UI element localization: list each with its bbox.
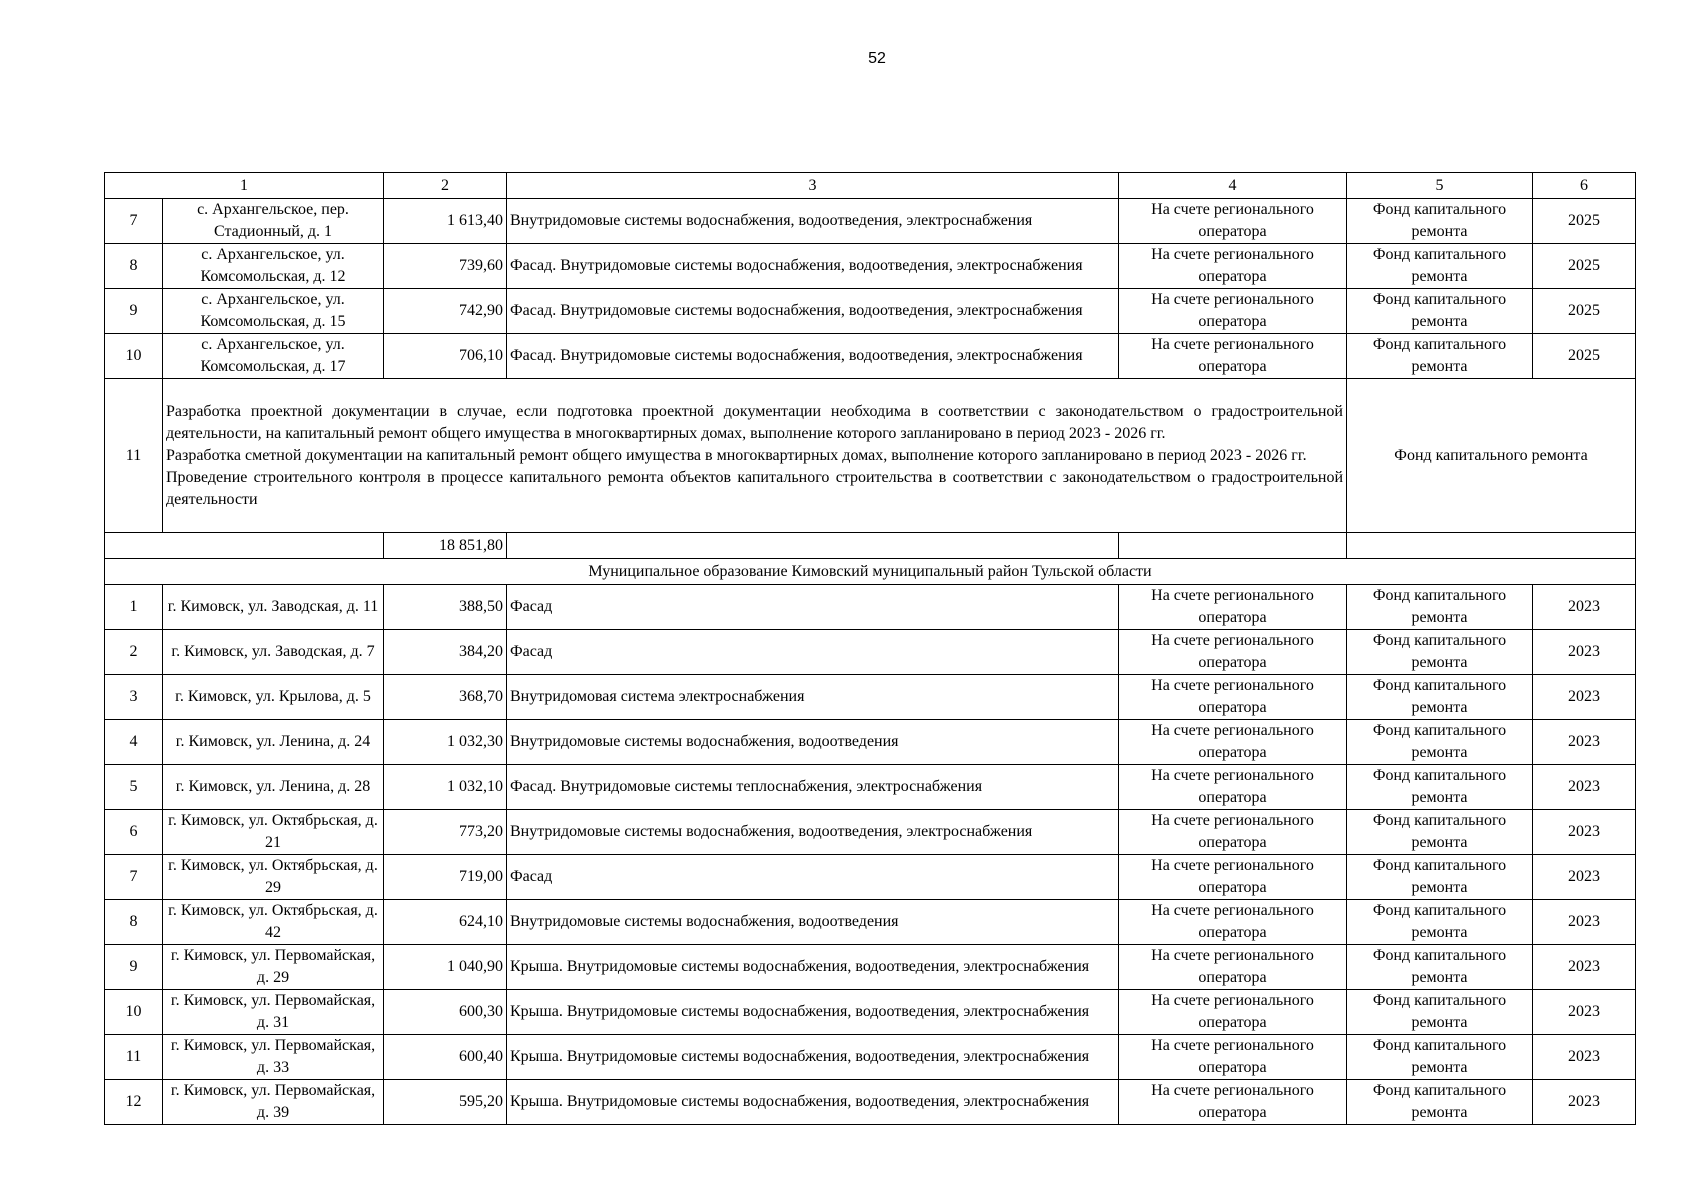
house-address: г. Кимовск, ул. Заводская, д. 7 bbox=[163, 630, 384, 675]
repair-year: 2023 bbox=[1533, 720, 1636, 765]
row-number: 10 bbox=[105, 990, 163, 1035]
funding-source: Фонд капитального ремонта bbox=[1347, 990, 1533, 1035]
repair-year: 2023 bbox=[1533, 630, 1636, 675]
table-row-services bbox=[105, 379, 1636, 533]
repair-year: 2025 bbox=[1533, 334, 1636, 379]
fund-method: На счете регионального оператора bbox=[1119, 810, 1347, 855]
row-number: 10 bbox=[105, 334, 163, 379]
repair-year: 2023 bbox=[1533, 855, 1636, 900]
repair-works: Внутридомовая система электроснабжения bbox=[507, 675, 1119, 720]
funding-source: Фонд капитального ремонта bbox=[1347, 720, 1533, 765]
repair-works: Фасад. Внутридомовые системы водоснабжения, водоотведения, электроснабжения bbox=[507, 334, 1119, 379]
row-number: 2 bbox=[105, 630, 163, 675]
fund-method: На счете регионального оператора bbox=[1119, 289, 1347, 334]
repair-year: 2025 bbox=[1533, 289, 1636, 334]
section-title: Муниципальное образование Кимовский муниципальный район Тульской области bbox=[105, 559, 1636, 585]
row-number: 7 bbox=[105, 199, 163, 244]
repair-works: Крыша. Внутридомовые системы водоснабжения, водоотведения, электроснабжения bbox=[507, 1035, 1119, 1080]
house-address: с. Архангельское, ул. Комсомольская, д. 17 bbox=[163, 334, 384, 379]
column-header-1: 1 bbox=[105, 173, 384, 199]
table-row bbox=[105, 765, 1636, 810]
row-number: 8 bbox=[105, 900, 163, 945]
fund-method: На счете регионального оператора bbox=[1119, 900, 1347, 945]
table-row bbox=[105, 334, 1636, 379]
table-row bbox=[105, 720, 1636, 765]
funding-source: Фонд капитального ремонта bbox=[1347, 1035, 1533, 1080]
repair-works: Фасад. Внутридомовые системы водоснабжения, водоотведения, электроснабжения bbox=[507, 244, 1119, 289]
fund-method: На счете регионального оператора bbox=[1119, 675, 1347, 720]
repair-year: 2023 bbox=[1533, 675, 1636, 720]
section-header-row bbox=[105, 559, 1636, 585]
funding-source: Фонд капитального ремонта bbox=[1347, 855, 1533, 900]
table-row bbox=[105, 199, 1636, 244]
total-row bbox=[105, 533, 1636, 559]
funding-source: Фонд капитального ремонта bbox=[1347, 334, 1533, 379]
row-number: 8 bbox=[105, 244, 163, 289]
page-number: 52 bbox=[868, 50, 886, 67]
funding-source: Фонд капитального ремонта bbox=[1347, 900, 1533, 945]
repair-works: Фасад bbox=[507, 630, 1119, 675]
house-area: 742,90 bbox=[384, 289, 507, 334]
house-area: 624,10 bbox=[384, 900, 507, 945]
fund-method: На счете регионального оператора bbox=[1119, 990, 1347, 1035]
house-address: г. Кимовск, ул. Ленина, д. 28 bbox=[163, 765, 384, 810]
house-area: 1 032,10 bbox=[384, 765, 507, 810]
repair-works: Фасад bbox=[507, 855, 1119, 900]
total-label-cell bbox=[105, 533, 384, 559]
repair-works: Внутридомовые системы водоснабжения, водоотведения bbox=[507, 720, 1119, 765]
house-address: г. Кимовск, ул. Первомайская, д. 31 bbox=[163, 990, 384, 1035]
table-row bbox=[105, 630, 1636, 675]
services-paragraph: Проведение строительного контроля в процессе капитального ремонта объектов капитального строительства в соответствии с законодательством о градостроительной деятельности bbox=[166, 468, 1343, 508]
funding-source: Фонд капитального ремонта bbox=[1347, 289, 1533, 334]
column-header-3: 3 bbox=[507, 173, 1119, 199]
house-area: 600,30 bbox=[384, 990, 507, 1035]
house-area: 773,20 bbox=[384, 810, 507, 855]
repair-year: 2023 bbox=[1533, 990, 1636, 1035]
funding-source: Фонд капитального ремонта bbox=[1347, 630, 1533, 675]
row-number: 11 bbox=[105, 379, 163, 533]
house-address: г. Кимовск, ул. Октябрьская, д. 42 bbox=[163, 900, 384, 945]
house-address: г. Кимовск, ул. Первомайская, д. 39 bbox=[163, 1080, 384, 1125]
total-area: 18 851,80 bbox=[384, 533, 507, 559]
row-number: 1 bbox=[105, 585, 163, 630]
house-area: 384,20 bbox=[384, 630, 507, 675]
house-area: 388,50 bbox=[384, 585, 507, 630]
repair-year: 2023 bbox=[1533, 765, 1636, 810]
row-number: 5 bbox=[105, 765, 163, 810]
house-area: 1 032,30 bbox=[384, 720, 507, 765]
repair-year: 2023 bbox=[1533, 810, 1636, 855]
fund-method: На счете регионального оператора bbox=[1119, 334, 1347, 379]
repair-works: Фасад bbox=[507, 585, 1119, 630]
funding-source: Фонд капитального ремонта bbox=[1347, 675, 1533, 720]
empty-cell bbox=[1119, 533, 1347, 559]
house-address: с. Архангельское, ул. Комсомольская, д. 12 bbox=[163, 244, 384, 289]
column-header-2: 2 bbox=[384, 173, 507, 199]
fund-method: На счете регионального оператора bbox=[1119, 855, 1347, 900]
column-header-4: 4 bbox=[1119, 173, 1347, 199]
fund-method: На счете регионального оператора bbox=[1119, 244, 1347, 289]
column-header-6: 6 bbox=[1533, 173, 1636, 199]
funding-source: Фонд капитального ремонта bbox=[1347, 244, 1533, 289]
empty-cell bbox=[507, 533, 1119, 559]
repair-works: Крыша. Внутридомовые системы водоснабжения, водоотведения, электроснабжения bbox=[507, 990, 1119, 1035]
column-header-row bbox=[105, 173, 1636, 199]
row-number: 9 bbox=[105, 289, 163, 334]
fund-method: На счете регионального оператора bbox=[1119, 945, 1347, 990]
house-area: 706,10 bbox=[384, 334, 507, 379]
house-area: 595,20 bbox=[384, 1080, 507, 1125]
house-address: г. Кимовск, ул. Ленина, д. 24 bbox=[163, 720, 384, 765]
row-number: 11 bbox=[105, 1035, 163, 1080]
house-area: 368,70 bbox=[384, 675, 507, 720]
fund-method: На счете регионального оператора bbox=[1119, 199, 1347, 244]
table-row bbox=[105, 585, 1636, 630]
column-header-5: 5 bbox=[1347, 173, 1533, 199]
funding-source: Фонд капитального ремонта bbox=[1347, 199, 1533, 244]
repair-year: 2023 bbox=[1533, 1035, 1636, 1080]
repair-year: 2023 bbox=[1533, 585, 1636, 630]
house-address: г. Кимовск, ул. Октябрьская, д. 29 bbox=[163, 855, 384, 900]
repair-works: Крыша. Внутридомовые системы водоснабжения, водоотведения, электроснабжения bbox=[507, 1080, 1119, 1125]
funding-source: Фонд капитального ремонта bbox=[1347, 765, 1533, 810]
funding-source: Фонд капитального ремонта bbox=[1347, 810, 1533, 855]
services-paragraph: Разработка проектной документации в случае, если подготовка проектной документации необходима в соответствии с законодательством о градостроительной деятельности, на капитальный ремонт общего имущества в многоквартирных домах, выполнение которого запланировано в период 2023 - 2026 гг. bbox=[166, 402, 1343, 442]
house-address: г. Кимовск, ул. Крылова, д. 5 bbox=[163, 675, 384, 720]
repair-works: Фасад. Внутридомовые системы водоснабжения, водоотведения, электроснабжения bbox=[507, 289, 1119, 334]
house-area: 1 040,90 bbox=[384, 945, 507, 990]
services-paragraph: Разработка сметной документации на капитальный ремонт общего имущества в многоквартирных домах, выполнение которого запланировано в период 2023 - 2026 гг. bbox=[166, 446, 1307, 464]
house-area: 1 613,40 bbox=[384, 199, 507, 244]
house-address: г. Кимовск, ул. Первомайская, д. 29 bbox=[163, 945, 384, 990]
services-description bbox=[163, 379, 1347, 533]
table-row bbox=[105, 1035, 1636, 1080]
repair-year: 2023 bbox=[1533, 1080, 1636, 1125]
repair-year: 2023 bbox=[1533, 900, 1636, 945]
table-row bbox=[105, 1080, 1636, 1125]
table-row bbox=[105, 855, 1636, 900]
house-address: г. Кимовск, ул. Октябрьская, д. 21 bbox=[163, 810, 384, 855]
table-row bbox=[105, 900, 1636, 945]
funding-source: Фонд капитального ремонта bbox=[1347, 1080, 1533, 1125]
fund-method: На счете регионального оператора bbox=[1119, 630, 1347, 675]
house-address: г. Кимовск, ул. Заводская, д. 11 bbox=[163, 585, 384, 630]
funding-source: Фонд капитального ремонта bbox=[1347, 585, 1533, 630]
repair-works: Внутридомовые системы водоснабжения, водоотведения, электроснабжения bbox=[507, 810, 1119, 855]
house-area: 739,60 bbox=[384, 244, 507, 289]
fund-method: На счете регионального оператора bbox=[1119, 1080, 1347, 1125]
repair-plan-table bbox=[104, 172, 1636, 1125]
fund-method: На счете регионального оператора bbox=[1119, 720, 1347, 765]
row-number: 3 bbox=[105, 675, 163, 720]
table-row bbox=[105, 810, 1636, 855]
row-number: 12 bbox=[105, 1080, 163, 1125]
row-number: 9 bbox=[105, 945, 163, 990]
row-number: 6 bbox=[105, 810, 163, 855]
fund-method: На счете регионального оператора bbox=[1119, 765, 1347, 810]
table-row bbox=[105, 945, 1636, 990]
empty-cell bbox=[1347, 533, 1636, 559]
fund-method: На счете регионального оператора bbox=[1119, 585, 1347, 630]
table-row bbox=[105, 244, 1636, 289]
table-row bbox=[105, 675, 1636, 720]
row-number: 4 bbox=[105, 720, 163, 765]
repair-year: 2025 bbox=[1533, 244, 1636, 289]
table-row bbox=[105, 990, 1636, 1035]
funding-source: Фонд капитального ремонта bbox=[1347, 945, 1533, 990]
repair-year: 2023 bbox=[1533, 945, 1636, 990]
house-address: с. Архангельское, ул. Комсомольская, д. 15 bbox=[163, 289, 384, 334]
repair-year: 2025 bbox=[1533, 199, 1636, 244]
repair-works: Внутридомовые системы водоснабжения, водоотведения bbox=[507, 900, 1119, 945]
house-area: 600,40 bbox=[384, 1035, 507, 1080]
funding-source: Фонд капитального ремонта bbox=[1347, 379, 1636, 533]
fund-method: На счете регионального оператора bbox=[1119, 1035, 1347, 1080]
house-area: 719,00 bbox=[384, 855, 507, 900]
row-number: 7 bbox=[105, 855, 163, 900]
repair-works: Внутридомовые системы водоснабжения, водоотведения, электроснабжения bbox=[507, 199, 1119, 244]
house-address: г. Кимовск, ул. Первомайская, д. 33 bbox=[163, 1035, 384, 1080]
repair-works: Крыша. Внутридомовые системы водоснабжения, водоотведения, электроснабжения bbox=[507, 945, 1119, 990]
house-address: с. Архангельское, пер. Стадионный, д. 1 bbox=[163, 199, 384, 244]
table-row bbox=[105, 289, 1636, 334]
repair-works: Фасад. Внутридомовые системы теплоснабжения, электроснабжения bbox=[507, 765, 1119, 810]
